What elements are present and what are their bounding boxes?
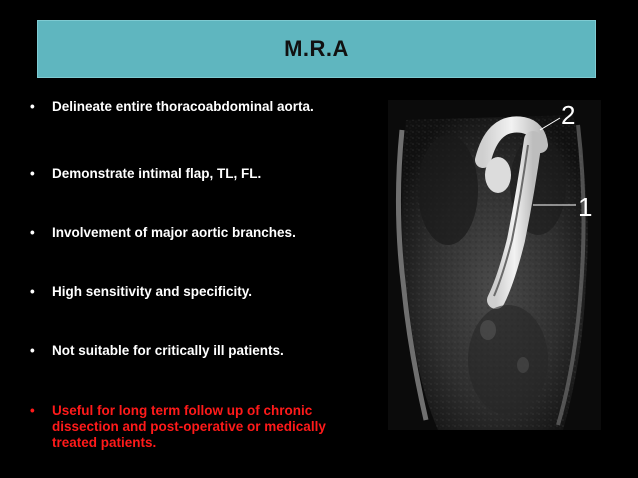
mra-scan-image [388,100,601,430]
bullet-text: Useful for long term follow up of chronic dissection and post-operative or medically treated patients. [52,403,326,450]
mra-scan-illustration [388,100,601,430]
title-bar [37,20,596,78]
bullet-text: High sensitivity and specificity. [52,284,253,299]
slide-title: M.R.A [284,36,349,61]
bullet-text: Involvement of major aortic branches. [52,225,296,240]
label-1: 1 [578,192,593,222]
bullet-dot: • [30,99,35,114]
bullet-dot: • [30,225,35,240]
bullet-text: Not suitable for critically ill patients. [52,343,284,358]
label-2: 2 [561,100,576,130]
bullet-dot: • [30,166,35,181]
bullet-text: Delineate entire thoracoabdominal aorta. [52,99,314,114]
bullet-dot: • [30,403,35,418]
bullet-text: Demonstrate intimal flap, TL, FL. [52,166,262,181]
bullet-dot: • [30,284,35,299]
bullet-dot: • [30,343,35,358]
